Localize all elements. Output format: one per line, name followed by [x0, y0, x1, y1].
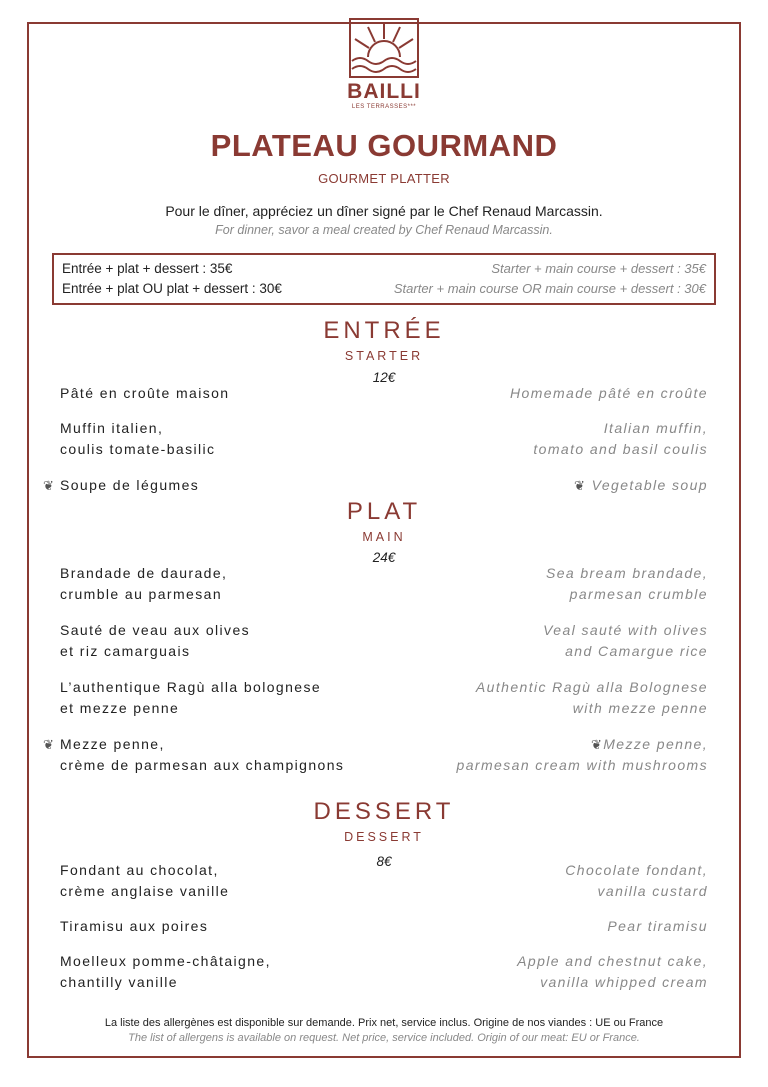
item-name-en: Authentic Ragù alla Bolognese with mezze penne — [475, 679, 708, 716]
bailli-logo — [347, 17, 421, 111]
section-title-entree: ENTRÉE — [323, 317, 445, 344]
menu-item — [43, 475, 708, 496]
intro-french: Pour le dîner, appréciez un dîner signé par le Chef Renaud Marcassin. — [165, 203, 603, 219]
price-option-row — [62, 281, 706, 296]
menu-item — [43, 734, 708, 776]
item-name-en: Veal sauté with olives and Camargue rice — [543, 622, 708, 659]
page-title: PLATEAU GOURMAND — [210, 128, 558, 163]
item-name-fr: Brandade de daurade, crumble au parmesan — [60, 565, 228, 602]
intro-english: For dinner, savor a meal created by Chef Renaud Marcassin. — [215, 223, 553, 237]
menu-item — [60, 383, 708, 404]
item-name-en: Vegetable soup — [591, 477, 708, 493]
price-options-box — [52, 253, 716, 305]
price-option-en: Starter + main course + dessert : 35€ — [491, 261, 706, 276]
item-name-en: Chocolate fondant, vanilla custard — [565, 862, 708, 899]
leaf-icon: ❦ — [43, 478, 56, 493]
price-option-fr: Entrée + plat + dessert : 35€ — [62, 261, 233, 276]
item-name-en: Mezze penne, parmesan cream with mushrooms — [456, 736, 708, 773]
menu-item — [60, 620, 708, 662]
item-name-fr: Tiramisu aux poires — [60, 918, 209, 934]
price-option-fr: Entrée + plat OU plat + dessert : 30€ — [62, 281, 282, 296]
item-name-en-wrapper — [457, 734, 708, 776]
section-price-plat: 24€ — [372, 550, 396, 565]
footer-note-english: The list of allergens is available on request. Net price, service included. Origin of our meat: EU or France. — [128, 1032, 640, 1044]
item-name-fr: Sauté de veau aux olives et riz camarguais — [60, 622, 251, 659]
item-name-en: Italian muffin, tomato and basil coulis — [533, 420, 708, 457]
price-option-en: Starter + main course OR main course + dessert : 30€ — [393, 281, 706, 296]
item-name-fr: Moelleux pomme-châtaigne, chantilly vanille — [60, 953, 271, 990]
item-name-en: Pear tiramisu — [607, 918, 708, 934]
footer-note-french: La liste des allergènes est disponible sur demande. Prix net, service inclus. Origine de nos viandes : UE ou France — [104, 1017, 664, 1029]
section-subtitle-plat: MAIN — [362, 530, 406, 544]
section-subtitle-entree: STARTER — [344, 349, 424, 363]
menu-item — [60, 677, 708, 719]
section-price-dessert: 8€ — [376, 854, 392, 869]
section-subtitle-dessert: DESSERT — [344, 830, 424, 844]
item-name-en: Sea bream brandade, parmesan crumble — [545, 565, 708, 602]
section-price-entree: 12€ — [372, 370, 396, 385]
page-subtitle: GOURMET PLATTER — [318, 171, 450, 186]
leaf-icon: ❦ — [43, 737, 56, 752]
section-title-plat: PLAT — [346, 498, 422, 525]
menu-item — [60, 951, 708, 993]
item-name-fr: Muffin italien, coulis tomate-basilic — [60, 420, 216, 457]
item-name-fr: L’authentique Ragù alla bolognese et mezze penne — [60, 679, 322, 716]
item-name-en: Apple and chestnut cake, vanilla whipped cream — [517, 953, 708, 990]
leaf-icon: ❦ — [590, 737, 604, 752]
menu-item — [60, 418, 708, 460]
item-name-fr: Fondant au chocolat, crème anglaise vanille — [60, 862, 230, 899]
item-name-fr: Mezze penne, crème de parmesan aux champignons — [60, 736, 345, 773]
section-title-dessert: DESSERT — [313, 798, 455, 825]
brand-tagline: LES TERRASSES*** — [351, 104, 417, 110]
sun-over-waves-logo-icon — [348, 17, 420, 79]
item-name-fr: Pâté en croûte maison — [60, 385, 230, 401]
leaf-icon: ❦ — [574, 478, 587, 493]
item-name-en: Homemade pâté en croûte — [510, 385, 708, 401]
menu-item — [60, 916, 708, 937]
menu-item — [60, 860, 708, 902]
brand-name: BAILLI — [347, 80, 421, 103]
item-name-fr: Soupe de légumes — [60, 477, 200, 493]
price-option-row — [62, 261, 706, 276]
menu-item — [60, 563, 708, 605]
